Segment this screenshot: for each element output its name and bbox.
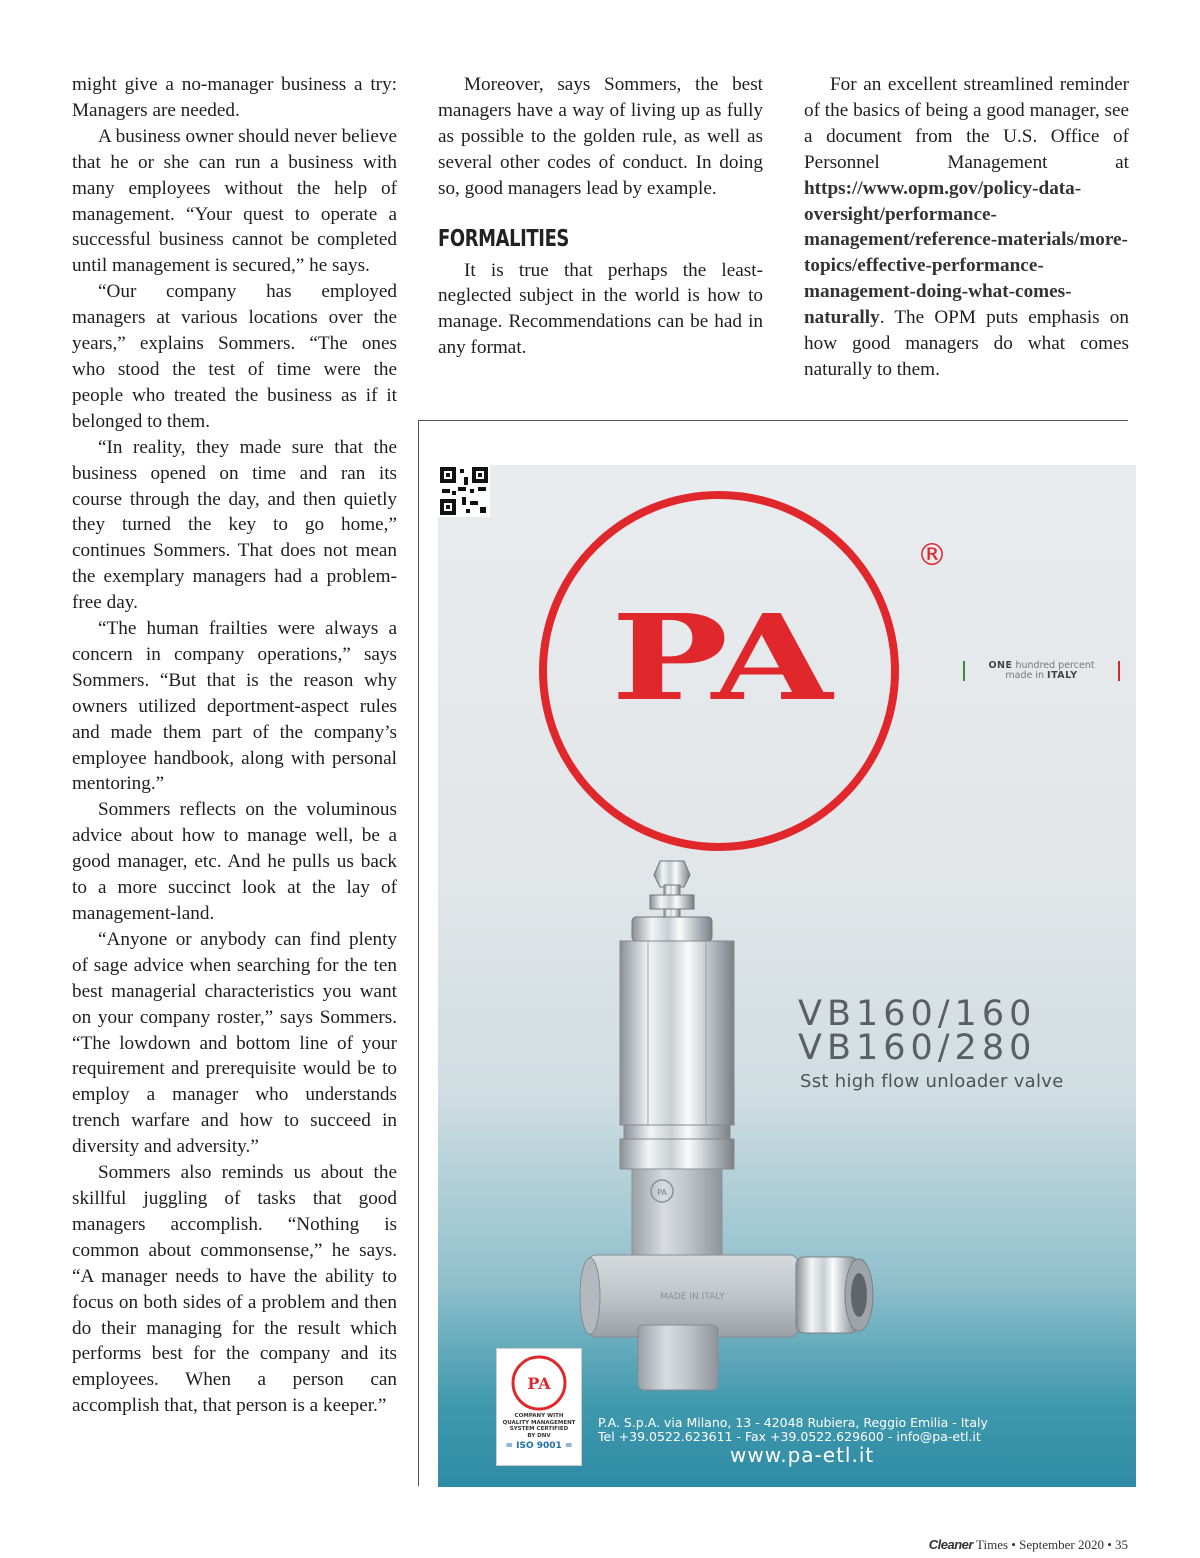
unloader-valve-image [580,861,873,1390]
paragraph: Sommers also reminds us about the skillful juggling of tasks that good managers accomplish. “Nothing is common about commonsense,” he says. “A manager needs to have the ability to focus on both sides of a problem and then do their managing for the result which performs best for the company and its employees. When a person can accomplish that, that person is a keeper.” [72,1162,397,1417]
company-contact: Tel +39.0522.623611 - Fax +39.0522.629600 - info@pa-etl.it [598,1429,981,1444]
paragraph: It is true that perhaps the least-neglected subject in the world is how to manage. Recommendations can be had in any format. [438,259,763,359]
page-number: 35 [1115,1537,1128,1552]
one-text: ONE [988,660,1013,671]
iso-line-2: QUALITY MANAGEMENT [502,1419,576,1426]
magazine-name: Cleaner [928,1537,973,1552]
hundred-percent-text: hundred percent [1012,660,1095,671]
product-tagline: Sst high flow unloader valve [800,1071,1064,1092]
ad-artwork [438,465,1136,1487]
qr-code-icon[interactable] [438,465,490,517]
page-footer [929,1537,1128,1553]
section-heading: FORMALITIES [438,225,569,252]
paragraph: might give a no-manager business a try: Managers are needed. [72,74,397,121]
article-column-1 [72,72,397,1419]
paragraph-intro: For an excellent streamlined reminder of the basics of being a good manager, see a document from the U.S. Office of Personnel Management at [804,74,1129,173]
valve-body-text: MADE IN ITALY [660,1292,725,1302]
registered-mark: ® [917,538,947,573]
paragraph: Moreover, says Sommers, the best managers have a way of living up as fully as possible to the golden rule, as well as several other codes of conduct. In doing so, good managers lead by example. [438,74,763,199]
model-number-2: VB160/280 [798,1028,1037,1068]
paragraph-outro: . The OPM puts emphasis on how good managers do what comes naturally to them. [804,307,1129,380]
iso-pa-logo [497,1349,581,1413]
iso-certification-badge [496,1348,582,1466]
italy-text: ITALY [1047,670,1078,681]
paragraph: “Anyone or anybody can find plenty of sage advice when searching for the ten best managerial characteristics you want on your company roster,” says Sommers. “The lowdown and bottom line of your requirement and prerequisite would be to employ a manager who understands trench warfare and how to succeed in diversity and adversity.” [72,928,397,1158]
made-in-text: made in [1005,670,1048,681]
issue-date: • September 2020 • [1008,1537,1115,1552]
iso-logo-text: PA [527,1374,551,1393]
opm-link[interactable]: https://www.opm.gov/policy-data-oversight/performance-management/reference-materials/more-topics/effective-performance-management-doing-what-comes-naturally [804,177,1128,329]
valve-cap-text: PA [657,1188,667,1197]
paragraph: Sommers reflects on the voluminous advice about how to manage well, be a good manager, etc. And he pulls us back to a more succinct look at the lay of management-land. [72,799,397,924]
ad-frame-rule-top [418,420,1128,421]
company-address: P.A. S.p.A. via Milano, 13 - 42048 Rubiera, Reggio Emilia - Italy [598,1415,988,1430]
paragraph: “Our company has employed managers at various locations over the years,” explains Sommers. “The ones who stood the test of time were the people who treated the business as if it belonged to them. [72,281,397,432]
company-website[interactable]: www.pa-etl.it [730,1443,875,1467]
article-column-2 [438,72,763,361]
made-in-italy-badge [963,661,1120,681]
ad-frame-rule-left [418,420,419,1486]
paragraph: A business owner should never believe that he or she can run a business with many employees without the help of management. “Your quest to operate a successful business cannot be completed until management is secured,” he says. [72,125,397,277]
paragraph: “In reality, they made sure that the business opened on time and ran its course through the day, and then quietly they turned the key to go home,” continues Sommers. That does not mean the exemplary managers had a problem-free day. [72,436,397,614]
pa-advertisement [438,465,1136,1487]
iso-line-4: BY DNV [527,1432,551,1439]
pa-logo-text: PA [611,587,828,728]
iso-line-3: SYSTEM CERTIFIED [509,1426,569,1432]
model-number-1: VB160/160 [798,994,1037,1034]
iso-9001-label: = ISO 9001 = [505,1441,573,1451]
iso-line-1: COMPANY WITH [514,1413,564,1419]
paragraph: “The human frailties were always a concern in company operations,” says Sommers. “But that is the reason why owners utilized deportment-aspect rules and made them part of the company’s employee handbook, along with personal mentoring.” [72,618,397,795]
article-column-3 [804,72,1129,383]
paragraph [804,72,1129,383]
magazine-name-rest: Times [972,1537,1009,1552]
